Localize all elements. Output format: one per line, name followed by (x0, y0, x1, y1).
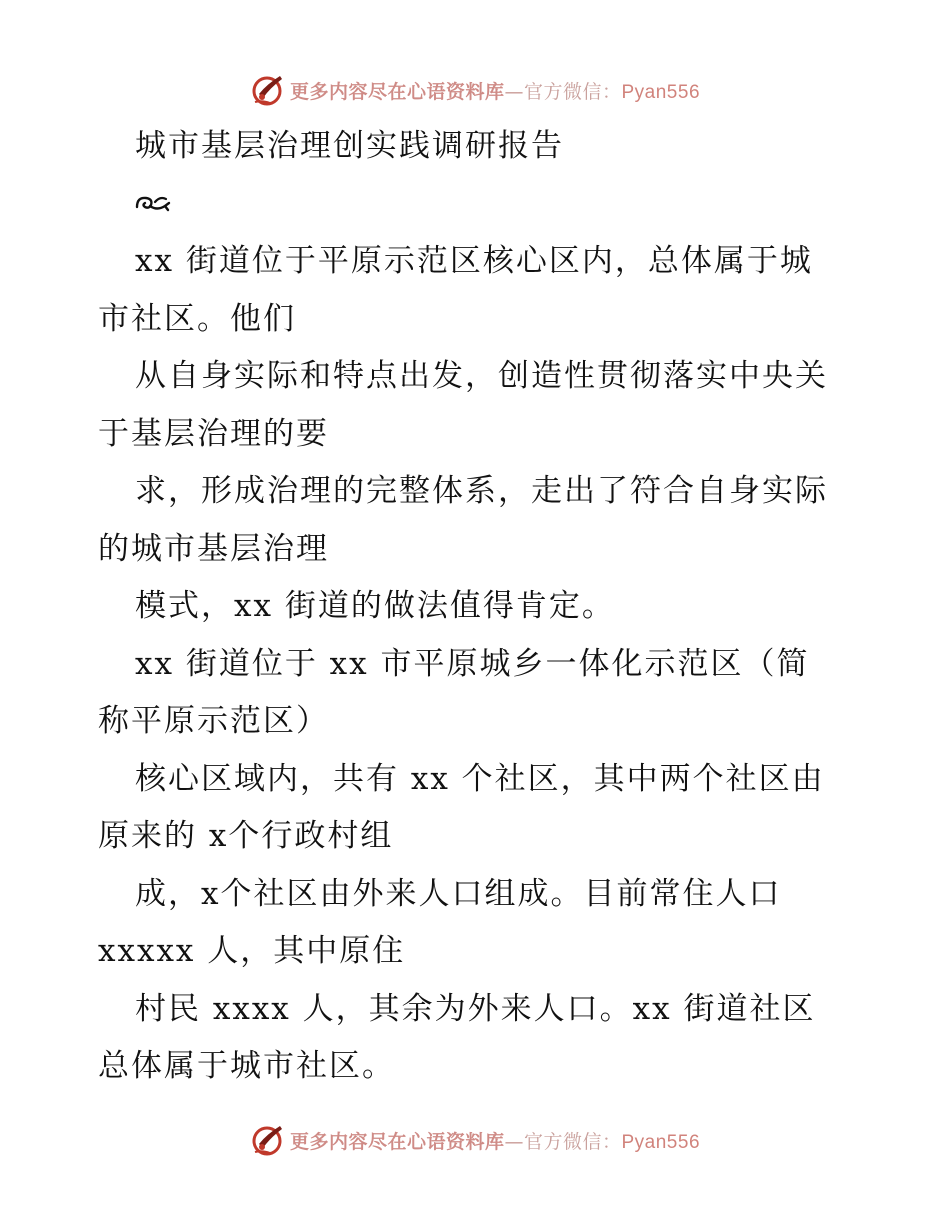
paragraph-line: 原来的 x个行政村组 (98, 818, 394, 854)
header-banner (0, 70, 950, 110)
paragraph-line: 成，x个社区由外来人口组成。目前常住人口 (135, 875, 782, 912)
header-banner-dash: — (504, 80, 524, 103)
paragraph-line: 于基层治理的要 (98, 415, 329, 452)
footer-banner (0, 1120, 950, 1160)
paragraph-line: xxxxx 人，其中原住 (98, 933, 406, 969)
paragraph-line: 核心区域内，共有 xx 个社区，其中两个社区由 (135, 760, 825, 797)
footer-banner-dash: — (504, 1130, 524, 1153)
paragraph-line: 求，形成治理的完整体系，走出了符合自身实际 (135, 473, 828, 509)
swirl-ornament-icon (135, 193, 171, 215)
brush-logo-icon (250, 72, 286, 108)
header-banner-wechat-id: Pyan556 (621, 81, 701, 103)
document-body (98, 118, 858, 1096)
paragraph-line: 模式，xx 街道的做法值得肯定。 (135, 588, 615, 624)
header-banner-text (290, 77, 700, 104)
brush-logo-icon (250, 1122, 286, 1158)
footer-banner-title: 更多内容尽在心语资料库 (289, 1130, 505, 1153)
header-banner-title: 更多内容尽在心语资料库 (289, 80, 505, 103)
paragraph-line: 市社区。他们 (98, 300, 296, 337)
footer-banner-wechat-label: 官方微信： (523, 1130, 622, 1153)
paragraph-line: 称平原示范区） (98, 703, 329, 739)
paragraph-line: 村民 xxxx 人，其余为外来人口。xx 街道社区 (135, 990, 816, 1027)
paragraph-line: 的城市基层治理 (98, 530, 329, 567)
footer-banner-wechat-id: Pyan556 (621, 1131, 701, 1153)
paragraph-line: 总体属于城市社区。 (98, 1048, 395, 1084)
ornament (98, 176, 858, 234)
header-banner-wechat-label: 官方微信： (523, 80, 622, 103)
footer-banner-text (290, 1127, 700, 1154)
paragraph-line: xx 街道位于平原示范区核心区内，总体属于城 (135, 243, 813, 279)
document-title: 城市基层治理创实践调研报告 (135, 128, 564, 164)
paragraph-line: xx 街道位于 xx 市平原城乡一体化示范区（简 (135, 645, 810, 682)
paragraph-line: 从自身实际和特点出发，创造性贯彻落实中央关 (135, 358, 828, 394)
